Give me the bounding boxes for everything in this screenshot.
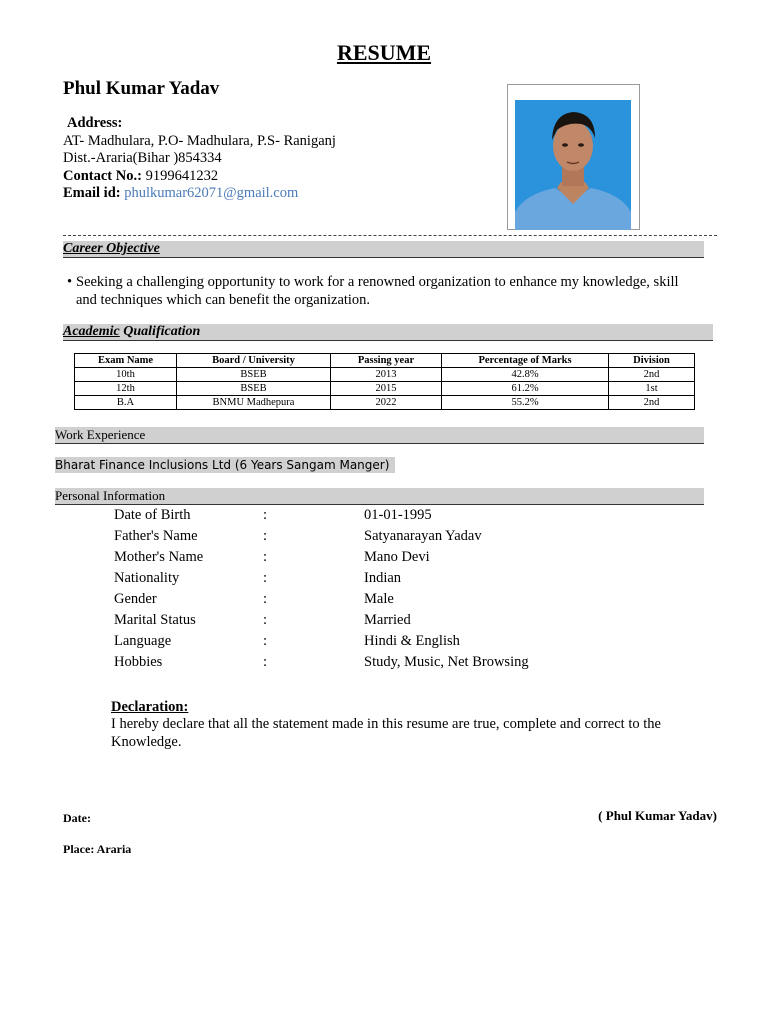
- info-separator: :: [263, 570, 268, 586]
- table-cell: B.A: [75, 396, 177, 410]
- table-cell: BNMU Madhepura: [177, 396, 331, 410]
- info-value: Mano Devi: [364, 549, 430, 565]
- info-label: Date of Birth: [114, 507, 191, 523]
- personal-information-heading: [55, 488, 704, 505]
- column-header: Passing year: [331, 354, 442, 368]
- info-separator: :: [263, 507, 268, 523]
- date-label: Date:: [63, 811, 91, 825]
- header-divider: [63, 235, 717, 236]
- info-separator: :: [263, 549, 268, 565]
- info-value: Study, Music, Net Browsing: [364, 654, 529, 670]
- signature-name: ( Phul Kumar Yadav): [598, 808, 717, 823]
- info-label: Language: [114, 633, 172, 649]
- info-separator: :: [263, 528, 268, 544]
- info-value: Married: [364, 612, 411, 628]
- bullet-icon: •: [67, 274, 73, 290]
- info-separator: :: [263, 633, 268, 649]
- info-separator: :: [263, 612, 268, 628]
- column-header: Percentage of Marks: [442, 354, 609, 368]
- career-objective-label: Career Objective: [63, 241, 160, 256]
- email-link[interactable]: phulkumar62071@gmail.com: [124, 185, 299, 201]
- info-separator: :: [263, 591, 268, 607]
- column-header: Exam Name: [75, 354, 177, 368]
- info-label: Hobbies: [114, 654, 163, 670]
- info-value: Hindi & English: [364, 633, 460, 649]
- table-cell: 2nd: [609, 396, 695, 410]
- table-cell: 10th: [75, 368, 177, 382]
- table-cell: 42.8%: [442, 368, 609, 382]
- table-cell: 2015: [331, 382, 442, 396]
- email-label: Email id:: [63, 185, 121, 201]
- info-label: Marital Status: [114, 612, 196, 628]
- info-value: Male: [364, 591, 394, 607]
- column-header: Board / University: [177, 354, 331, 368]
- column-header: Division: [609, 354, 695, 368]
- work-experience-item: [55, 457, 395, 473]
- resume-title: RESUME: [336, 40, 432, 65]
- academic-table-header: [75, 354, 695, 368]
- table-cell: BSEB: [177, 368, 331, 382]
- address-line-2: Dist.-Araria(Bihar )854334: [63, 150, 222, 166]
- career-objective-text: Seeking a challenging opportunity to work for a renowned organization to enhance my knowledge, skill and techniques which can benefit the organization.: [76, 274, 679, 308]
- table-cell: 61.2%: [442, 382, 609, 396]
- table-cell: 55.2%: [442, 396, 609, 410]
- info-value: 01-01-1995: [364, 507, 432, 523]
- place-label: Place: Araria: [63, 842, 132, 856]
- table-row: [75, 382, 695, 396]
- info-label: Mother's Name: [114, 549, 204, 565]
- info-value: Satyanarayan Yadav: [364, 528, 482, 544]
- declaration-heading: Declaration:: [111, 699, 189, 715]
- work-experience-label: Work Experience: [55, 427, 146, 442]
- personal-information-label: Personal Information: [55, 488, 166, 503]
- contact-row: [63, 168, 336, 186]
- info-label: Gender: [114, 591, 157, 607]
- address-heading: Address:: [67, 115, 123, 131]
- academic-label-word1: Academic: [63, 324, 120, 339]
- profile-photo-icon: [515, 100, 631, 230]
- academic-qualification-heading: [63, 324, 713, 341]
- info-label: Nationality: [114, 570, 180, 586]
- academic-table: [74, 353, 695, 410]
- address-line-1: AT- Madhulara, P.O- Madhulara, P.S- Raniganj: [63, 132, 336, 149]
- work-experience-text: Bharat Finance Inclusions Ltd (6 Years Sangam Manger): [55, 458, 390, 472]
- table-row: [75, 368, 695, 382]
- academic-label-word2: Qualification: [123, 324, 201, 339]
- table-cell: 2022: [331, 396, 442, 410]
- contact-label: Contact No.:: [63, 167, 142, 184]
- contact-value: 9199641232: [145, 167, 219, 184]
- declaration-text: I hereby declare that all the statement made in this resume are true, complete and correct to the Knowledge.: [111, 716, 661, 750]
- table-row: [75, 396, 695, 410]
- info-value: Indian: [364, 570, 402, 586]
- info-separator: :: [263, 654, 268, 670]
- candidate-name: Phul Kumar Yadav: [63, 78, 220, 99]
- career-objective-heading: [63, 241, 704, 258]
- table-cell: 2nd: [609, 368, 695, 382]
- table-cell: 12th: [75, 382, 177, 396]
- table-cell: 1st: [609, 382, 695, 396]
- info-label: Father's Name: [114, 528, 198, 544]
- work-experience-heading: [55, 427, 704, 444]
- address-block: [63, 115, 336, 203]
- table-cell: 2013: [331, 368, 442, 382]
- email-row: [63, 185, 336, 203]
- profile-photo: [515, 100, 631, 230]
- table-cell: BSEB: [177, 382, 331, 396]
